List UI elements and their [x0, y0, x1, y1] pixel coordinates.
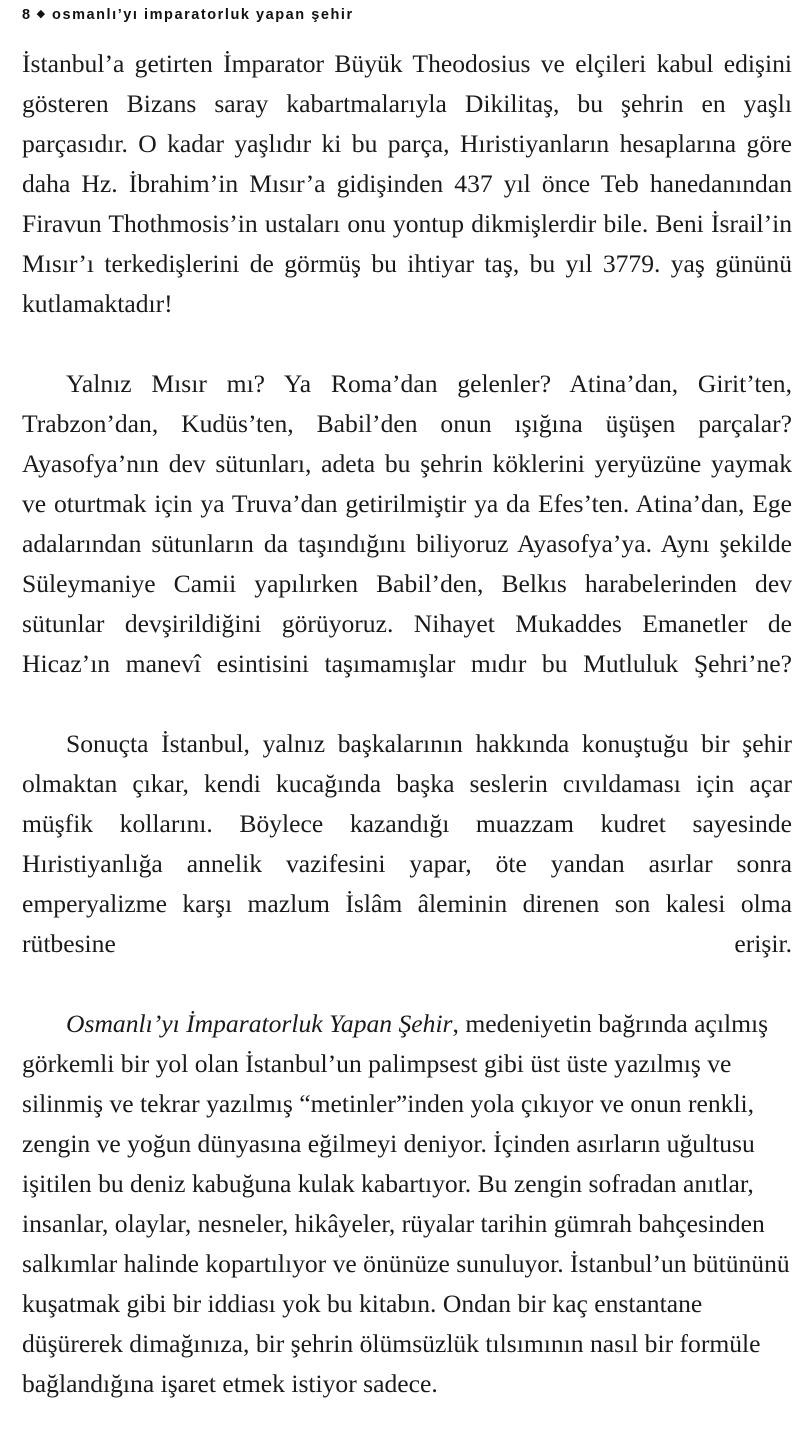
running-head [22, 0, 778, 30]
diamond-icon: ◆ [36, 7, 46, 20]
paragraph-3: Sonuçta İstanbul, yalnız başkalarının hakkında konuştuğu bir şehir olmaktan çıkar, kendi kucağında başka seslerin cıvıldaması için açar müşfik kollarını. Böylece kazandığı muazzam kudret sayesinde Hıristiyanlığa annelik vazifesini yapar, öte yandan asırlar sonra emperyalizme karşı mazlum İslâm âleminin direnen son kalesi olma rütbesine erişir. [22, 729, 792, 958]
body-text-column [22, 44, 792, 1444]
book-title: Osmanlı’yı İmparatorluk Yapan Şehir [66, 1009, 453, 1038]
paragraph-4 [22, 1004, 792, 1444]
paragraph-4-text: , medeniyetin bağrında açılmış görkemli bir yol olan İstanbul’un palimpsest gibi üst üste yazılmış ve silinmiş ve tekrar yazılmış “metinler”inden yola çıkıyor ve onun renkli, zengin ve yoğun dünyasına eğilmeyi deniyor. İçinden asırların uğultusu işitilen bu deniz kabuğuna kulak kabartıyor. Bu zengin sofradan anıtlar, insanlar, olaylar, nesneler, hikâyeler, rüyalar tarihin gümrah bahçesinden salkımlar halinde kopartılıyor ve önünüze sunuluyor. İstanbul’un bütününü kuşatmak gibi bir iddiası yok bu kitabın. Ondan bir kaç enstantane düşürerek dimağınıza, bir şehrin ölümsüzlük tılsımının nasıl bir formüle bağlandığına işaret etmek istiyor sadece. [22, 1009, 790, 1398]
paragraph-2: Yalnız Mısır mı? Ya Roma’dan gelenler? Atina’dan, Girit’ten, Trabzon’dan, Kudüs’ten, Babil’den onun ışığına üşüşen parçalar? Ayasofya’nın dev sütunları, adeta bu şehrin köklerini yeryüzüne yaymak ve oturtmak için ya Truva’dan getirilmiştir ya da Efes’ten. Atina’dan, Ege adalarından sütunların da taşındığını biliyoruz Ayasofya’ya. Aynı şekilde Süleymaniye Camii yapılırken Babil’den, Belkıs harabelerinden dev sütunlar devşirildiğini görüyoruz. Nihayet Mukaddes Emanetler de Hicaz’ın manevî esintisini taşımamışlar mıdır bu Mutluluk Şehri’ne? [22, 369, 792, 678]
paragraph-1: İstanbul’a getirten İmparator Büyük Theodosius ve elçileri kabul edişini gösteren Bizans saray kabartmalarıyla Dikilitaş, bu şehrin en yaşlı parçasıdır. O kadar yaşlıdır ki bu parça, Hıristiyanların hesaplarına göre daha Hz. İbrahim’in Mısır’a gidişinden 437 yıl önce Teb hanedanından Firavun Thothmosis’in ustaları onu yontup dikmişlerdir bile. Beni İsrail’in Mısır’ı terkedişlerini de görmüş bu ihtiyar taş, bu yıl 3779. yaş gününü kutlamaktadır! [22, 49, 792, 318]
page-number: 8 [22, 7, 31, 23]
running-head-title: osmanlı’yı imparatorluk yapan şehir [52, 7, 354, 23]
